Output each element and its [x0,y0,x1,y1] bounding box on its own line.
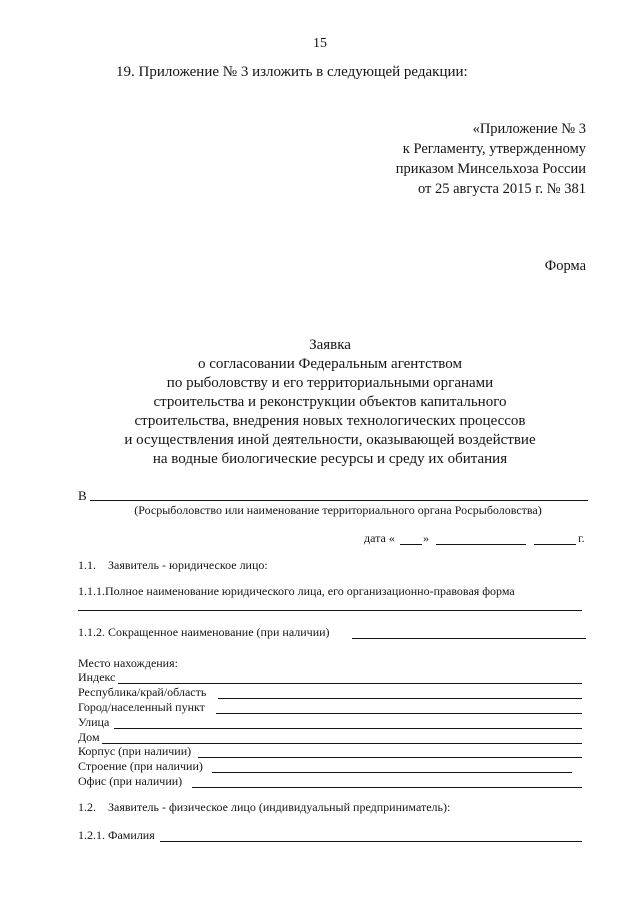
block-label: Корпус (при наличии) [78,744,192,758]
appendix-line-2: к Регламенту, утвержденному [402,141,586,157]
street-label: Улица [78,715,110,729]
short-name-field[interactable] [352,638,586,639]
title-line-7: на водные биологические ресурсы и среду их обитания [152,451,508,467]
house-label: Дом [78,730,100,744]
office-label: Офис (при наличии) [78,774,183,788]
title-line-3: по рыболовству и его территориальными органами [166,375,494,391]
location-title: Место нахождения: [78,656,178,670]
appendix-line-3: приказом Минсельхоза России [395,161,586,177]
addressee-field[interactable] [90,500,588,501]
title-line-6: и осуществления иной деятельности, оказывающей воздействие [124,432,536,448]
section-1-2-number: 1.2. [78,800,96,814]
index-field[interactable] [118,683,582,684]
appendix-header [396,119,586,199]
region-label: Республика/край/область [78,685,207,699]
building-field[interactable] [212,772,572,773]
form-label: Форма [544,258,586,274]
appendix-line-1: «Приложение № 3 [472,121,586,137]
appendix-line-4: от 25 августа 2015 г. № 381 [417,181,586,197]
short-name-label: 1.1.2. Сокращенное наименование (при наличии) [78,625,330,639]
date-month-field[interactable] [436,544,526,545]
document-title [60,336,600,469]
city-field[interactable] [216,713,582,714]
street-field[interactable] [114,728,582,729]
date-year-suffix: г. [578,531,585,545]
section-1-1-number: 1.1. [78,558,96,572]
item-19-text: 19. Приложение № 3 изложить в следующей редакции: [116,64,468,80]
title-line-5: строительства, внедрения новых технологических процессов [134,413,526,429]
page-number: 15 [313,36,327,51]
title-line-1: Заявка [309,337,351,353]
full-name-field[interactable] [78,610,582,611]
surname-label: 1.2.1. Фамилия [78,828,155,842]
title-line-4: строительства и реконструкции объектов капитального [153,394,507,410]
city-label: Город/населенный пункт [78,700,205,714]
section-1-2-title: Заявитель - физическое лицо (индивидуальный предприниматель): [108,800,451,814]
date-label: дата « [364,531,395,545]
date-quote-close: » [423,531,429,545]
block-field[interactable] [198,757,582,758]
section-1-1-title: Заявитель - юридическое лицо: [108,558,268,572]
region-field[interactable] [218,698,582,699]
building-label: Строение (при наличии) [78,759,203,773]
title-line-2: о согласовании Федеральным агентством [198,356,462,372]
addressee-caption: (Росрыболовство или наименование территориального органа Росрыболовства) [134,503,542,517]
office-field[interactable] [192,787,582,788]
date-year-field[interactable] [534,544,576,545]
date-day-field[interactable] [400,544,422,545]
index-label: Индекс [78,670,116,684]
full-name-label: 1.1.1.Полное наименование юридического лица, его организационно-правовая форма [78,584,515,598]
addressee-prefix: В [78,488,87,503]
surname-field[interactable] [160,841,582,842]
